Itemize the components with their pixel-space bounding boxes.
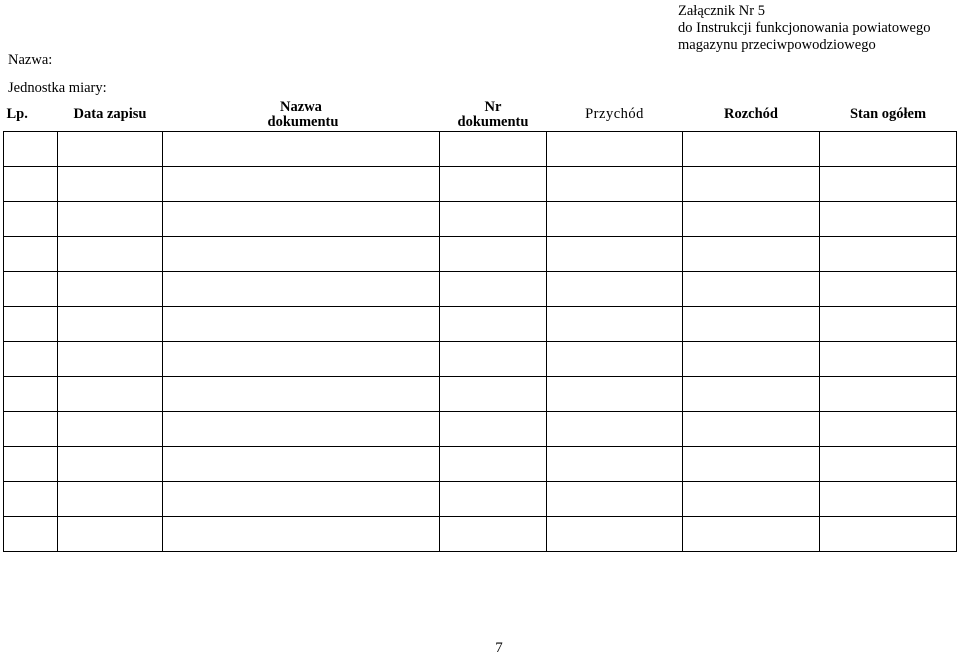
table-cell-doc_no[interactable] bbox=[440, 447, 547, 482]
table-cell-balance[interactable] bbox=[820, 482, 957, 517]
table-cell-expense[interactable] bbox=[683, 202, 820, 237]
table-cell-date[interactable] bbox=[58, 342, 163, 377]
table-cell-expense[interactable] bbox=[683, 272, 820, 307]
table-cell-lp[interactable] bbox=[4, 307, 58, 342]
table-cell-income[interactable] bbox=[547, 167, 683, 202]
table-cell-balance[interactable] bbox=[820, 132, 957, 167]
table-cell-doc_name[interactable] bbox=[163, 342, 440, 377]
table-row bbox=[4, 237, 957, 272]
table-cell-lp[interactable] bbox=[4, 202, 58, 237]
table-cell-expense[interactable] bbox=[683, 237, 820, 272]
table-cell-lp[interactable] bbox=[4, 412, 58, 447]
table-cell-balance[interactable] bbox=[820, 377, 957, 412]
table-cell-balance[interactable] bbox=[820, 517, 957, 552]
table-cell-doc_no[interactable] bbox=[440, 412, 547, 447]
table-cell-expense[interactable] bbox=[683, 167, 820, 202]
table-cell-income[interactable] bbox=[547, 482, 683, 517]
table-cell-expense[interactable] bbox=[683, 307, 820, 342]
column-header-income: Przychód bbox=[547, 98, 683, 132]
table-cell-doc_no[interactable] bbox=[440, 377, 547, 412]
column-header-expense: Rozchód bbox=[683, 98, 820, 132]
table-row bbox=[4, 482, 957, 517]
column-header-lp: Lp. bbox=[4, 98, 58, 132]
table-cell-income[interactable] bbox=[547, 237, 683, 272]
table-cell-balance[interactable] bbox=[820, 202, 957, 237]
table-cell-date[interactable] bbox=[58, 272, 163, 307]
table-cell-doc_name[interactable] bbox=[163, 202, 440, 237]
table-cell-lp[interactable] bbox=[4, 342, 58, 377]
table-cell-expense[interactable] bbox=[683, 412, 820, 447]
table-cell-date[interactable] bbox=[58, 517, 163, 552]
table-cell-income[interactable] bbox=[547, 132, 683, 167]
table-row bbox=[4, 342, 957, 377]
table-row bbox=[4, 377, 957, 412]
table-cell-expense[interactable] bbox=[683, 377, 820, 412]
table-cell-balance[interactable] bbox=[820, 307, 957, 342]
table-cell-expense[interactable] bbox=[683, 342, 820, 377]
table-row bbox=[4, 412, 957, 447]
table-cell-balance[interactable] bbox=[820, 447, 957, 482]
table-cell-doc_name[interactable] bbox=[163, 272, 440, 307]
page-number: 7 bbox=[495, 640, 503, 656]
table-cell-doc_name[interactable] bbox=[163, 132, 440, 167]
table-cell-expense[interactable] bbox=[683, 517, 820, 552]
table-header-row bbox=[4, 98, 957, 132]
table-cell-income[interactable] bbox=[547, 202, 683, 237]
table-cell-date[interactable] bbox=[58, 202, 163, 237]
table-cell-balance[interactable] bbox=[820, 167, 957, 202]
table-cell-doc_name[interactable] bbox=[163, 377, 440, 412]
table-cell-income[interactable] bbox=[547, 377, 683, 412]
table-row bbox=[4, 272, 957, 307]
table-cell-lp[interactable] bbox=[4, 517, 58, 552]
column-header-doc-no: Nr dokumentu bbox=[440, 98, 547, 132]
attachment-subtitle-line2: magazynu przeciwpowodziowego bbox=[678, 37, 876, 53]
table-cell-date[interactable] bbox=[58, 482, 163, 517]
table-cell-date[interactable] bbox=[58, 377, 163, 412]
table-cell-income[interactable] bbox=[547, 412, 683, 447]
table-cell-lp[interactable] bbox=[4, 272, 58, 307]
attachment-header bbox=[678, 3, 930, 54]
table-row bbox=[4, 517, 957, 552]
table-cell-doc_no[interactable] bbox=[440, 167, 547, 202]
table-cell-date[interactable] bbox=[58, 447, 163, 482]
table-cell-balance[interactable] bbox=[820, 412, 957, 447]
table-cell-date[interactable] bbox=[58, 412, 163, 447]
table-cell-income[interactable] bbox=[547, 447, 683, 482]
column-header-date: Data zapisu bbox=[58, 98, 163, 132]
table-row bbox=[4, 202, 957, 237]
table-cell-income[interactable] bbox=[547, 307, 683, 342]
table-cell-doc_no[interactable] bbox=[440, 517, 547, 552]
table-cell-doc_name[interactable] bbox=[163, 307, 440, 342]
table-cell-balance[interactable] bbox=[820, 272, 957, 307]
table-cell-doc_no[interactable] bbox=[440, 237, 547, 272]
table-cell-doc_no[interactable] bbox=[440, 272, 547, 307]
table-cell-lp[interactable] bbox=[4, 237, 58, 272]
table-cell-lp[interactable] bbox=[4, 132, 58, 167]
table-row bbox=[4, 132, 957, 167]
table-cell-expense[interactable] bbox=[683, 132, 820, 167]
column-header-doc-name: Nazwa dokumentu bbox=[163, 98, 440, 132]
table-cell-doc_no[interactable] bbox=[440, 202, 547, 237]
unit-field-label: Jednostka miary: bbox=[8, 80, 107, 96]
column-header-balance: Stan ogółem bbox=[820, 98, 957, 132]
table-cell-doc_no[interactable] bbox=[440, 482, 547, 517]
table-cell-lp[interactable] bbox=[4, 167, 58, 202]
table-cell-income[interactable] bbox=[547, 342, 683, 377]
table-cell-lp[interactable] bbox=[4, 447, 58, 482]
table-cell-doc_name[interactable] bbox=[163, 167, 440, 202]
table-cell-date[interactable] bbox=[58, 167, 163, 202]
table-cell-expense[interactable] bbox=[683, 482, 820, 517]
table-cell-income[interactable] bbox=[547, 517, 683, 552]
table-cell-date[interactable] bbox=[58, 307, 163, 342]
table-cell-doc_no[interactable] bbox=[440, 132, 547, 167]
table-cell-balance[interactable] bbox=[820, 237, 957, 272]
table-cell-doc_name[interactable] bbox=[163, 482, 440, 517]
name-field-label: Nazwa: bbox=[8, 52, 53, 68]
table-cell-lp[interactable] bbox=[4, 377, 58, 412]
table-body bbox=[4, 132, 957, 552]
warehouse-register-table bbox=[3, 98, 957, 552]
table-row bbox=[4, 447, 957, 482]
attachment-title: Załącznik Nr 5 bbox=[678, 3, 765, 19]
table-row bbox=[4, 167, 957, 202]
table-cell-doc_name[interactable] bbox=[163, 412, 440, 447]
table-cell-doc_no[interactable] bbox=[440, 307, 547, 342]
attachment-subtitle-line1: do Instrukcji funkcjonowania powiatowego bbox=[678, 20, 931, 36]
table-row bbox=[4, 307, 957, 342]
table-cell-date[interactable] bbox=[58, 237, 163, 272]
table-cell-balance[interactable] bbox=[820, 342, 957, 377]
table-cell-doc_name[interactable] bbox=[163, 517, 440, 552]
table-cell-doc_name[interactable] bbox=[163, 447, 440, 482]
table-cell-income[interactable] bbox=[547, 272, 683, 307]
table-cell-doc_name[interactable] bbox=[163, 237, 440, 272]
table-cell-doc_no[interactable] bbox=[440, 342, 547, 377]
table-cell-expense[interactable] bbox=[683, 447, 820, 482]
table-cell-lp[interactable] bbox=[4, 482, 58, 517]
table-cell-date[interactable] bbox=[58, 132, 163, 167]
